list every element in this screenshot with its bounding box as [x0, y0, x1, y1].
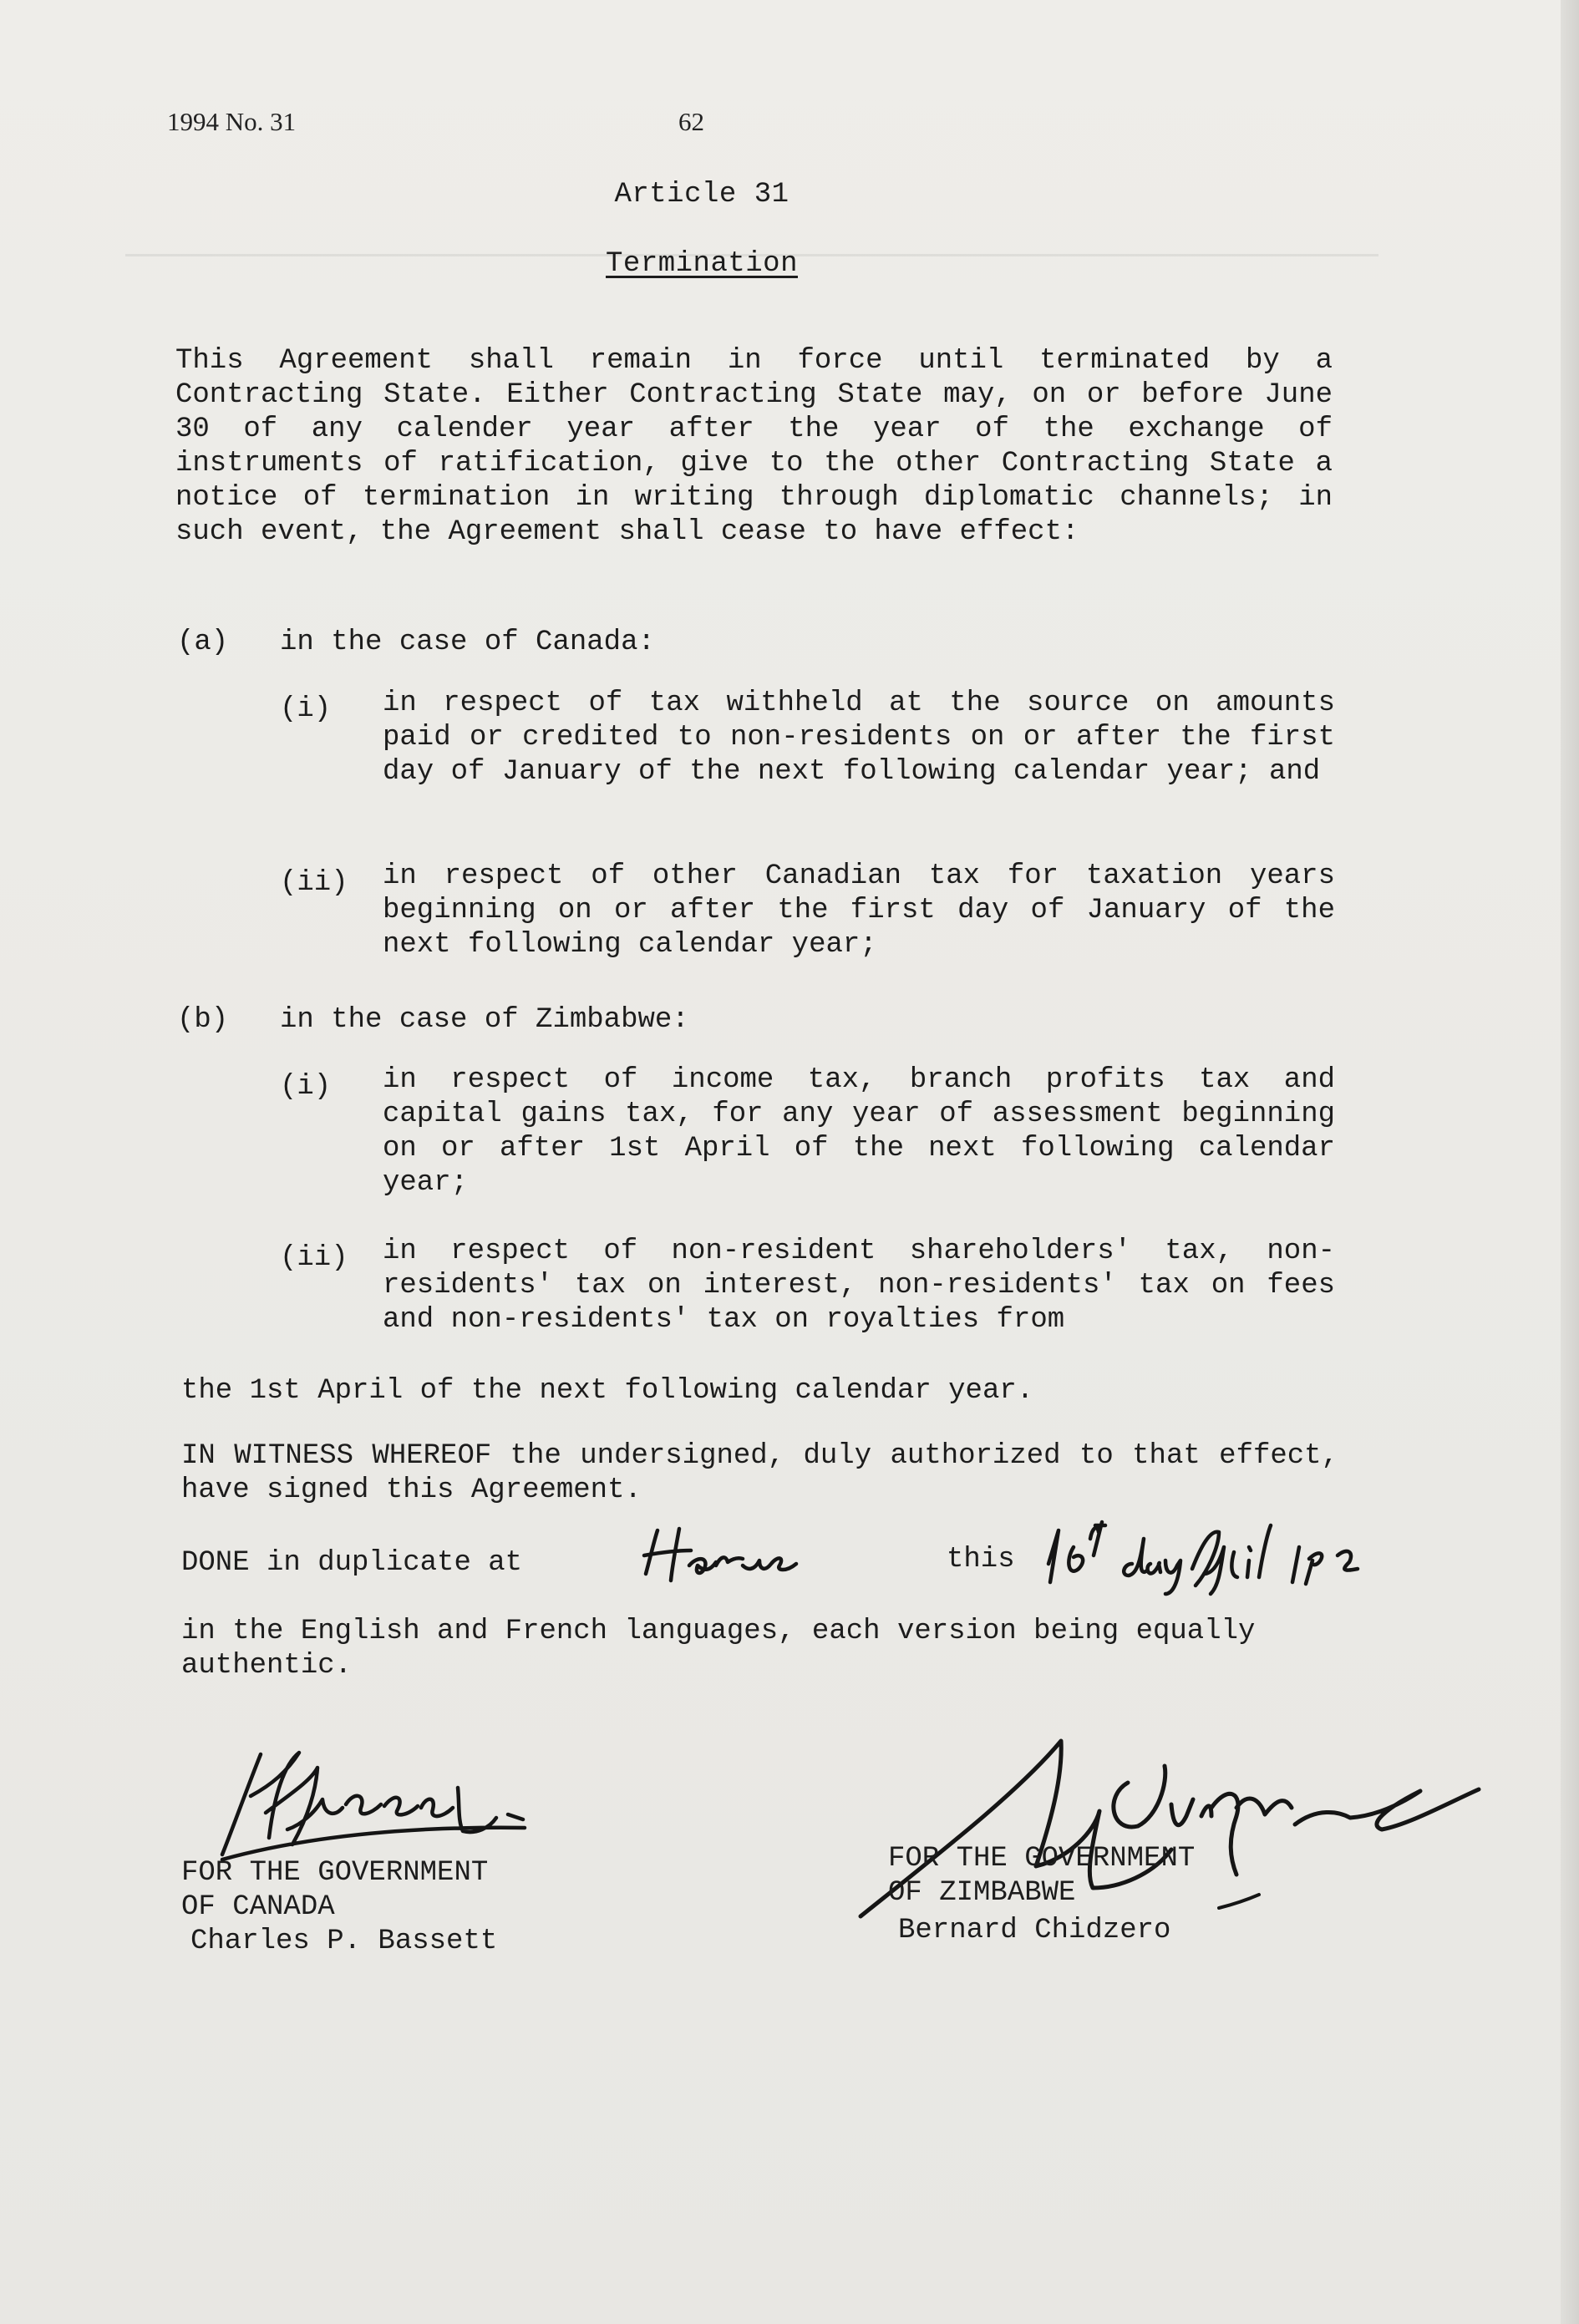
article-subtitle: Termination	[606, 248, 798, 280]
handwritten-place	[639, 1522, 823, 1591]
done-prefix: DONE in duplicate at	[181, 1547, 523, 1579]
clause-b-heading: in the case of Zimbabwe:	[280, 1004, 689, 1036]
canada-sig-line2: OF CANADA	[181, 1891, 335, 1923]
done-this: this	[947, 1544, 1015, 1576]
signature-flourish-graphic	[1216, 1890, 1266, 1915]
article-title: Article 31	[614, 179, 790, 211]
zimbabwe-signatory-name: Bernard Chidzero	[898, 1915, 1171, 1946]
document-reference: 1994 No. 31	[167, 107, 297, 136]
handwritten-date-graphic	[1040, 1514, 1424, 1597]
clause-a-i-label: (i)	[280, 693, 332, 725]
languages-clause: in the English and French languages, each version being equally authentic.	[181, 1616, 1256, 1682]
canada-sig-line1: FOR THE GOVERNMENT	[181, 1857, 489, 1889]
clause-b-ii-text: in respect of non-resident shareholders' tax, non-residents' tax on interest, non-residents' tax on fees and non-residents' tax on royalties from	[383, 1236, 1335, 1336]
clause-b-i-label: (i)	[280, 1071, 332, 1103]
clause-a-ii-label: (ii)	[280, 867, 348, 899]
witness-clause: IN WITNESS WHEREOF the undersigned, duly authorized to that effect, have signed this Agreement.	[181, 1440, 1338, 1506]
intro-paragraph: This Agreement shall remain in force until terminated by a Contracting State. Either Contracting State may, on or before June 30 of any calender year after the year of the exchange of instruments of ratification, give to the other Contracting State a notice of termination in writing through diplomatic channels; in such event, the Agreement shall cease to have effect:	[175, 345, 1333, 548]
zimbabwe-sig-line1: FOR THE GOVERNMENT	[888, 1843, 1196, 1875]
signature-canada	[207, 1738, 541, 1863]
handwritten-place-graphic	[639, 1522, 823, 1591]
clause-a-label: (a)	[177, 627, 229, 658]
handwritten-date	[1040, 1514, 1424, 1597]
page-number: 62	[678, 107, 704, 136]
clause-b-closing: the 1st April of the next following calendar year.	[181, 1375, 1034, 1407]
page-edge	[1561, 0, 1579, 2324]
clause-a-i-text: in respect of tax withheld at the source on amounts paid or credited to non-residents on or after the first day of January of the next following calendar year; and	[383, 688, 1335, 788]
clause-b-label: (b)	[177, 1004, 229, 1036]
zimbabwe-sig-line2: OF ZIMBABWE	[888, 1877, 1076, 1909]
signature-flourish	[1216, 1890, 1266, 1915]
clause-b-ii-label: (ii)	[280, 1242, 348, 1274]
signature-canada-graphic	[207, 1738, 541, 1863]
clause-a-heading: in the case of Canada:	[280, 627, 655, 658]
clause-a-ii-text: in respect of other Canadian tax for taxation years beginning on or after the first day of January of the next following calendar year;	[383, 860, 1335, 961]
clause-b-i-text: in respect of income tax, branch profits tax and capital gains tax, for any year of assessment beginning on or after 1st April of the next following calendar year;	[383, 1064, 1335, 1199]
canada-signatory-name: Charles P. Bassett	[190, 1926, 498, 1957]
